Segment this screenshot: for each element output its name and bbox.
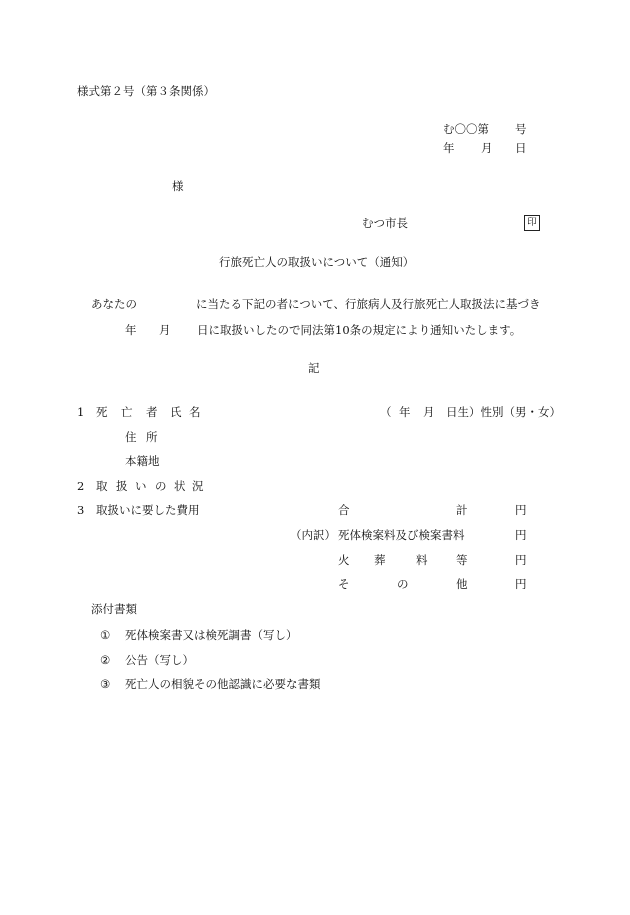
total-label-char: 計 — [456, 503, 468, 517]
body-line1-a: あなたの — [91, 297, 137, 311]
document-number-prefix: む〇〇第 — [443, 122, 489, 136]
item1-number: 1 — [77, 405, 85, 419]
other-label-char: そ — [338, 577, 350, 591]
yen-unit: 円 — [515, 528, 527, 542]
birth-year: 年 — [399, 405, 411, 419]
form-number: 様式第２号（第３条関係） — [77, 84, 215, 98]
body-line2-year: 年 — [125, 323, 137, 337]
attachment-text: 公告（写し） — [125, 653, 194, 667]
uchiwake-label: （内訳） — [290, 528, 336, 542]
cremation-label-char: 等 — [456, 553, 468, 567]
attachment-text: 死体検案書又は検死調書（写し） — [125, 628, 298, 642]
item2-label-char: 取 — [96, 479, 108, 493]
yen-unit: 円 — [515, 553, 527, 567]
seal-mark: 印 — [524, 215, 540, 231]
item2-label-char: 況 — [192, 479, 204, 493]
item1-label-char: 名 — [189, 405, 201, 419]
attachment-mark: ② — [100, 653, 111, 667]
cremation-label-char: 火 — [338, 553, 350, 567]
body-line2-month: 月 — [159, 323, 171, 337]
attachment-mark: ① — [100, 628, 111, 642]
item2-label-char: い — [135, 479, 147, 493]
date-year: 年 — [443, 141, 455, 155]
autopsy-fee-label: 死体検案料及び検案書料 — [338, 528, 465, 542]
body-line2-rest: 日に取扱いしたので同法第10条の規定により通知いたします。 — [197, 323, 522, 337]
cremation-label-char: 葬 — [374, 553, 386, 567]
other-label-char: の — [397, 577, 409, 591]
item1-label-char: 死 — [96, 405, 108, 419]
item3-label: 取扱いに要した費用 — [96, 503, 200, 517]
honseki-label: 本籍地 — [125, 454, 160, 468]
address-label-char: 所 — [146, 430, 158, 444]
addressee-suffix: 様 — [172, 179, 184, 193]
date-day: 日 — [515, 141, 527, 155]
birth-open: （ — [380, 405, 392, 419]
total-label-char: 合 — [338, 503, 350, 517]
document-title: 行旅死亡人の取扱いについて（通知） — [219, 255, 415, 269]
date-month: 月 — [481, 141, 493, 155]
attachment-mark: ③ — [100, 677, 111, 691]
item2-label-char: 状 — [174, 479, 186, 493]
item1-label-char: 氏 — [170, 405, 182, 419]
item2-label-char: の — [155, 479, 167, 493]
other-label-char: 他 — [456, 577, 468, 591]
cremation-label-char: 料 — [416, 553, 428, 567]
address-label-char: 住 — [125, 430, 137, 444]
birth-rest: 日生）性別（男・女） — [446, 405, 561, 419]
item3-number: 3 — [77, 503, 85, 517]
item1-label-char: 者 — [146, 405, 158, 419]
birth-month: 月 — [423, 405, 435, 419]
sender: むつ市長 — [362, 216, 408, 230]
item1-label-char: 亡 — [121, 405, 133, 419]
yen-unit: 円 — [515, 503, 527, 517]
document-number-suffix: 号 — [515, 122, 527, 136]
item2-label-char: 扱 — [116, 479, 128, 493]
attachments-heading: 添付書類 — [91, 602, 137, 616]
yen-unit: 円 — [515, 577, 527, 591]
ki-heading: 記 — [308, 361, 320, 375]
item2-number: 2 — [77, 479, 85, 493]
attachment-text: 死亡人の相貌その他認識に必要な書類 — [125, 677, 321, 691]
body-line1-b: に当たる下記の者について、行旅病人及行旅死亡人取扱法に基づき — [196, 297, 541, 311]
